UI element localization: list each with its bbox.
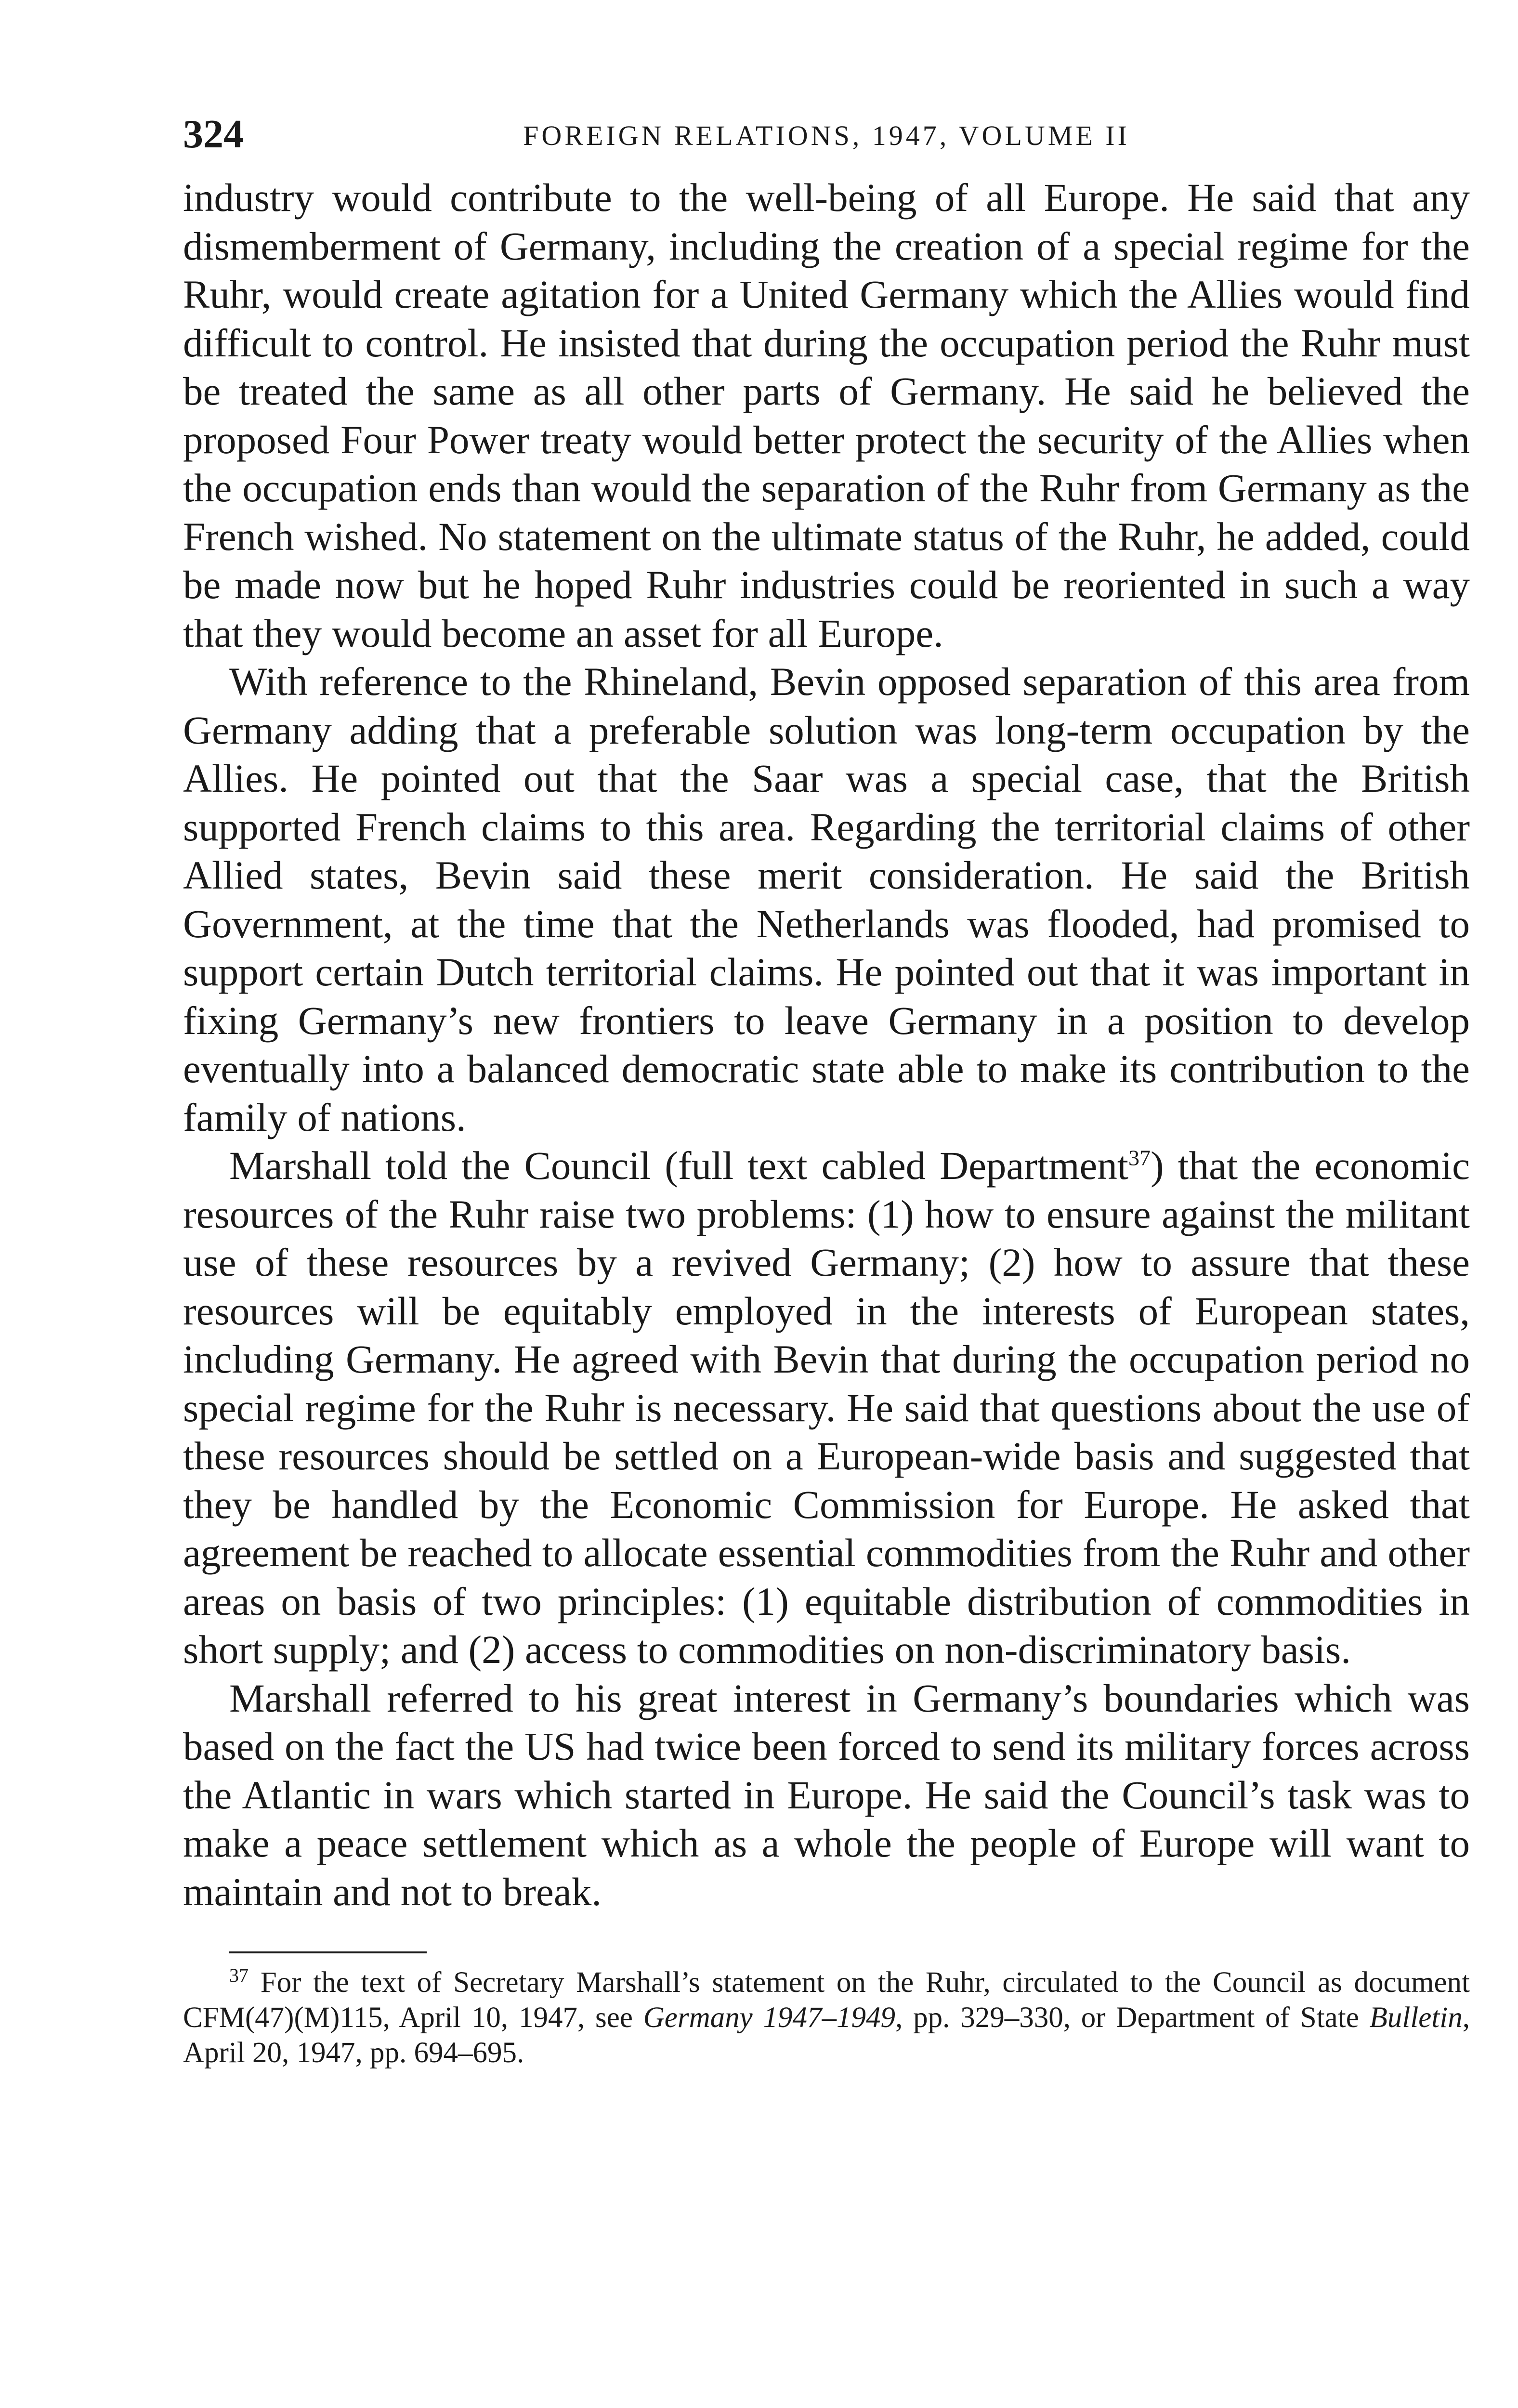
footnote-divider	[229, 1951, 427, 1953]
footnote-italic-bulletin: Bulletin	[1369, 2002, 1463, 2034]
footnote-italic-title: Germany 1947–1949	[643, 2002, 896, 2034]
page-number: 324	[183, 112, 244, 157]
body-text	[183, 173, 1470, 1916]
paragraph-4: Marshall referred to his great interest in Germany’s boundaries which was based on the fact the US had twice been forced to send its military forces across the Atlantic in wars which started in Europe. He said the Council’s task was to make a peace settlement which as a whole the people of Europe will want to maintain and not to break.	[183, 1675, 1470, 1914]
footnote-reference[interactable]: 37	[1128, 1145, 1151, 1170]
paragraph-1: industry would contribute to the well-being of all Europe. He said that any dismemberment of Germany, including the creation of a special regime for the Ruhr, would create agitation for a United Germany which the Allies would find difficult to control. He insisted that during the occupation period the Ruhr must be treated the same as all other parts of Germany. He said he believed the proposed Four Power treaty would better protect the security of the Allies when the occupation ends than would the separation of the Ruhr from Germany as the French wished. No statement on the ultimate status of the Ruhr, he added, could be made now but he hoped Ruhr industries could be reoriented in such a way that they would become an asset for all Europe.	[183, 175, 1470, 655]
document-page	[183, 96, 1470, 2408]
paragraph-3-text-before: Marshall told the Council (full text cabled Department	[229, 1143, 1128, 1188]
footnote-mark: 37	[229, 1964, 249, 1986]
running-head	[183, 96, 1470, 173]
footnote	[183, 1965, 1470, 2070]
footnote-text-2: , pp. 329–330, or Department of State	[895, 2002, 1370, 2034]
footnote-text-3: , April 20, 1947, pp. 694–695.	[183, 2002, 1470, 2069]
paragraph-3-text-after: ) that the economic resources of the Ruhr raise two problems: (1) how to ensure against the militant use of these resources by a revived Germany; (2) how to assure that these resources will be equitably employed in the interests of European states, including Germany. He agreed with Bevin that during the occupation period no special regime for the Ruhr is necessary. He said that questions about the use of these resources should be settled on a European-wide basis and suggested that they be handled by the Economic Commission for Europe. He asked that agreement be reached to allocate essential commodities from the Ruhr and other areas on basis of two principles: (1) equitable distribution of commodities in short supply; and (2) access to commodities on non-discriminatory basis.	[183, 1143, 1470, 1672]
paragraph-3	[183, 1141, 1470, 1674]
paragraph-2: With reference to the Rhineland, Bevin opposed separation of this area from Germany adding that a preferable solution was long-term occupation by the Allies. He pointed out that the Saar was a special case, that the British supported French claims to this area. Regarding the territorial claims of other Allied states, Bevin said these merit consideration. He said the British Government, at the time that the Netherlands was flooded, had promised to support certain Dutch territorial claims. He pointed out that it was important in fixing Germany’s new frontiers to leave Germany in a position to develop eventually into a balanced democratic state able to make its contribution to the family of nations.	[183, 659, 1470, 1139]
running-title: FOREIGN RELATIONS, 1947, VOLUME II	[523, 120, 1130, 151]
footnote-text-1: For the text of Secretary Marshall’s statement on the Ruhr, circulated to the Council as document CFM(47)(M)115, April 10, 1947, see	[183, 1966, 1470, 2034]
